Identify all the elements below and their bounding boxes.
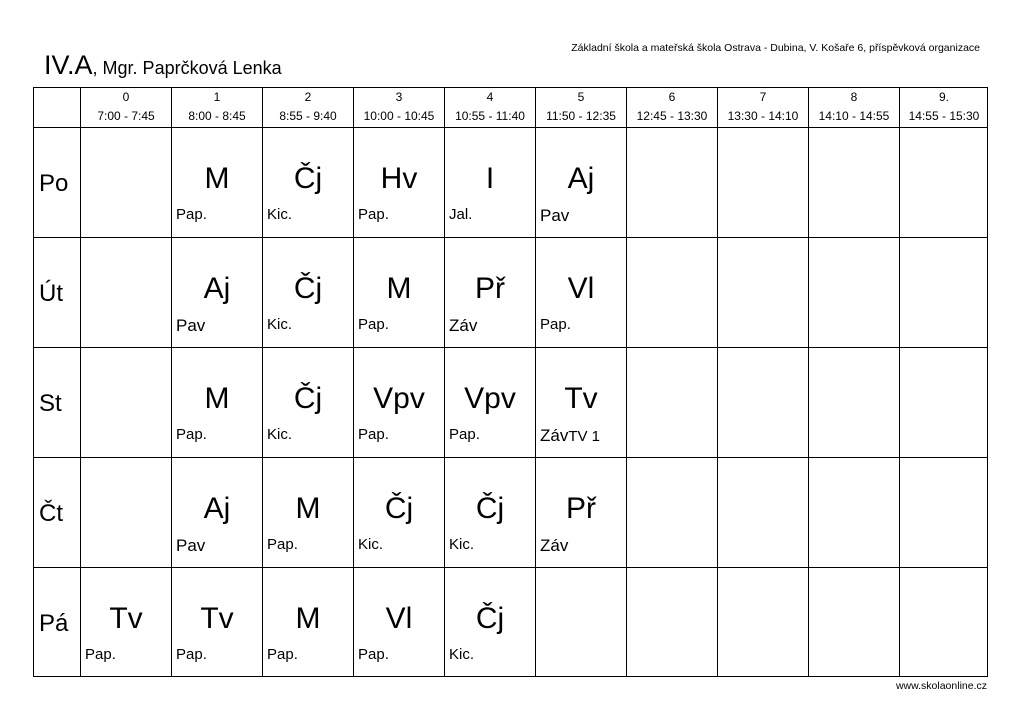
- period-time: 12:45 - 13:30: [636, 109, 708, 123]
- lesson-teacher: [540, 206, 569, 226]
- lesson-subject: Čj: [293, 272, 323, 305]
- lesson-teacher-name: Kic.: [358, 536, 384, 553]
- lesson-subject: Tv: [109, 602, 143, 635]
- lesson-subject: Vl: [567, 272, 595, 305]
- lesson-teacher: [358, 646, 389, 663]
- lesson-teacher-name: Záv: [540, 426, 569, 445]
- period-header: [172, 88, 263, 128]
- empty-cell: [718, 128, 809, 238]
- lesson-subject: Vl: [385, 602, 413, 635]
- lesson-cell: [536, 348, 627, 458]
- period-number: 5: [577, 90, 585, 104]
- lesson-cell: [536, 128, 627, 238]
- lesson-teacher: [358, 316, 389, 333]
- lesson-teacher: [176, 536, 205, 556]
- lesson-teacher: [85, 646, 116, 663]
- period-time: 10:00 - 10:45: [363, 109, 435, 123]
- lesson-subject: M: [204, 382, 230, 415]
- day-label: Út: [39, 280, 63, 307]
- period-header: [81, 88, 172, 128]
- lesson-teacher-name: Pap.: [540, 316, 571, 333]
- lesson-teacher-name: Kic.: [267, 316, 293, 333]
- lesson-cell: [445, 568, 536, 676]
- empty-cell: [809, 458, 900, 568]
- lesson-cell: [172, 128, 263, 238]
- lesson-teacher: [449, 646, 474, 663]
- lesson-teacher: [540, 316, 571, 333]
- lesson-teacher: [267, 426, 292, 443]
- empty-cell: [627, 458, 718, 568]
- empty-cell: [718, 458, 809, 568]
- period-number: 6: [668, 90, 676, 104]
- lesson-teacher: [358, 426, 389, 443]
- lesson-cell: [172, 238, 263, 348]
- period-time: 14:10 - 14:55: [818, 109, 890, 123]
- empty-cell: [718, 348, 809, 458]
- empty-cell: [900, 238, 988, 348]
- period-header: [900, 88, 988, 128]
- empty-cell: [536, 568, 627, 676]
- lesson-subject: Př: [475, 272, 505, 305]
- lesson-teacher-name: Pap.: [358, 206, 389, 223]
- empty-cell: [809, 238, 900, 348]
- lesson-room: TV 1: [568, 428, 601, 445]
- empty-cell: [900, 458, 988, 568]
- lesson-subject: I: [485, 162, 495, 195]
- lesson-teacher-name: Pap.: [358, 646, 389, 663]
- empty-cell: [900, 348, 988, 458]
- lesson-teacher-name: Pap.: [85, 646, 116, 663]
- lesson-teacher-name: Pav: [176, 536, 206, 555]
- lesson-teacher: [540, 536, 568, 556]
- empty-cell: [809, 128, 900, 238]
- class-teacher: , Mgr. Paprčková Lenka: [92, 58, 282, 78]
- period-number: 4: [486, 90, 494, 104]
- lesson-cell: [445, 238, 536, 348]
- period-number: 7: [759, 90, 767, 104]
- lesson-teacher: [358, 536, 383, 553]
- period-number: 2: [304, 90, 312, 104]
- lesson-cell: [263, 568, 354, 676]
- school-name: Základní škola a mateřská škola Ostrava - Dubina, V. Košaře 6, příspěvková organizace: [571, 42, 980, 54]
- period-time: 8:55 - 9:40: [279, 109, 337, 123]
- lesson-teacher-name: Pav: [540, 206, 570, 225]
- lesson-cell: [354, 568, 445, 676]
- empty-cell: [627, 568, 718, 676]
- lesson-teacher: [540, 426, 600, 446]
- empty-cell: [809, 568, 900, 676]
- lesson-cell: [263, 458, 354, 568]
- lesson-teacher: [176, 206, 207, 223]
- day-cell: [34, 238, 81, 348]
- lesson-teacher: [449, 316, 477, 336]
- lesson-cell: [172, 458, 263, 568]
- lesson-teacher-name: Pap.: [449, 426, 480, 443]
- lesson-teacher-name: Kic.: [267, 206, 293, 223]
- period-number: 8: [850, 90, 858, 104]
- lesson-cell: [445, 348, 536, 458]
- lesson-cell: [354, 128, 445, 238]
- timetable-grid: [33, 87, 988, 677]
- corner-cell: [34, 88, 81, 128]
- lesson-teacher-name: Záv: [449, 316, 478, 335]
- empty-cell: [81, 238, 172, 348]
- lesson-subject: Tv: [564, 382, 598, 415]
- lesson-subject: Čj: [384, 492, 414, 525]
- lesson-subject: M: [386, 272, 412, 305]
- period-time: 10:55 - 11:40: [455, 109, 525, 123]
- empty-cell: [627, 348, 718, 458]
- lesson-subject: M: [295, 492, 321, 525]
- period-time: 8:00 - 8:45: [188, 109, 246, 123]
- empty-cell: [809, 348, 900, 458]
- empty-cell: [718, 238, 809, 348]
- lesson-subject: Aj: [203, 492, 231, 525]
- lesson-subject: Aj: [567, 162, 595, 195]
- day-label: Po: [39, 170, 69, 197]
- empty-cell: [81, 128, 172, 238]
- lesson-teacher-name: Jal.: [449, 206, 473, 223]
- lesson-teacher: [449, 206, 472, 223]
- lesson-cell: [172, 568, 263, 676]
- lesson-teacher-name: Pap.: [267, 536, 298, 553]
- period-time: 13:30 - 14:10: [727, 109, 799, 123]
- lesson-teacher-name: Pap.: [176, 206, 207, 223]
- lesson-teacher-name: Pav: [176, 316, 206, 335]
- empty-cell: [718, 568, 809, 676]
- day-cell: [34, 568, 81, 676]
- day-cell: [34, 458, 81, 568]
- lesson-teacher: [176, 316, 205, 336]
- lesson-subject: Čj: [293, 382, 323, 415]
- lesson-subject: Hv: [380, 162, 418, 195]
- lesson-teacher-name: Kic.: [267, 426, 293, 443]
- empty-cell: [81, 348, 172, 458]
- day-label: Čt: [39, 500, 63, 527]
- footer-url: www.skolaonline.cz: [895, 680, 987, 692]
- period-header: [627, 88, 718, 128]
- lesson-teacher: [267, 316, 292, 333]
- lesson-teacher-name: Záv: [540, 536, 569, 555]
- lesson-subject: Čj: [475, 492, 505, 525]
- lesson-teacher-name: Pap.: [358, 316, 389, 333]
- period-time: 14:55 - 15:30: [908, 109, 980, 123]
- lesson-cell: [445, 458, 536, 568]
- empty-cell: [900, 568, 988, 676]
- period-number: 9.: [938, 90, 949, 104]
- period-header: [718, 88, 809, 128]
- period-header: [263, 88, 354, 128]
- lesson-teacher: [449, 426, 480, 443]
- period-time: 11:50 - 12:35: [546, 109, 616, 123]
- period-header: [354, 88, 445, 128]
- lesson-teacher: [358, 206, 389, 223]
- lesson-cell: [354, 458, 445, 568]
- day-cell: [34, 348, 81, 458]
- lesson-subject: Př: [566, 492, 596, 525]
- period-number: 0: [122, 90, 130, 104]
- period-number: 3: [395, 90, 403, 104]
- class-name: IV.A: [44, 50, 93, 80]
- day-label: St: [39, 390, 62, 417]
- lesson-teacher-name: Pap.: [267, 646, 298, 663]
- empty-cell: [627, 128, 718, 238]
- day-cell: [34, 128, 81, 238]
- lesson-subject: Tv: [200, 602, 234, 635]
- empty-cell: [627, 238, 718, 348]
- lesson-cell: [536, 238, 627, 348]
- lesson-subject: Aj: [203, 272, 231, 305]
- page-title: [44, 50, 282, 81]
- lesson-cell: [263, 238, 354, 348]
- lesson-teacher: [267, 206, 292, 223]
- lesson-subject: Vpv: [373, 382, 425, 415]
- lesson-teacher-name: Kic.: [449, 646, 475, 663]
- lesson-cell: [354, 238, 445, 348]
- lesson-cell: [536, 458, 627, 568]
- lesson-teacher: [449, 536, 474, 553]
- lesson-cell: [263, 348, 354, 458]
- period-header: [445, 88, 536, 128]
- lesson-subject: M: [204, 162, 230, 195]
- lesson-subject: Čj: [293, 162, 323, 195]
- lesson-cell: [172, 348, 263, 458]
- lesson-cell: [81, 568, 172, 676]
- period-header: [536, 88, 627, 128]
- lesson-cell: [354, 348, 445, 458]
- lesson-cell: [263, 128, 354, 238]
- lesson-subject: Vpv: [464, 382, 516, 415]
- lesson-teacher: [176, 646, 207, 663]
- lesson-teacher-name: Pap.: [358, 426, 389, 443]
- lesson-teacher: [176, 426, 207, 443]
- lesson-subject: M: [295, 602, 321, 635]
- lesson-subject: Čj: [475, 602, 505, 635]
- lesson-teacher: [267, 646, 298, 663]
- empty-cell: [900, 128, 988, 238]
- day-label: Pá: [39, 610, 69, 637]
- lesson-cell: [445, 128, 536, 238]
- lesson-teacher-name: Pap.: [176, 426, 207, 443]
- lesson-teacher: [267, 536, 298, 553]
- period-header: [809, 88, 900, 128]
- period-number: 1: [213, 90, 221, 104]
- empty-cell: [81, 458, 172, 568]
- period-time: 7:00 - 7:45: [97, 109, 155, 123]
- lesson-teacher-name: Kic.: [449, 536, 475, 553]
- lesson-teacher-name: Pap.: [176, 646, 207, 663]
